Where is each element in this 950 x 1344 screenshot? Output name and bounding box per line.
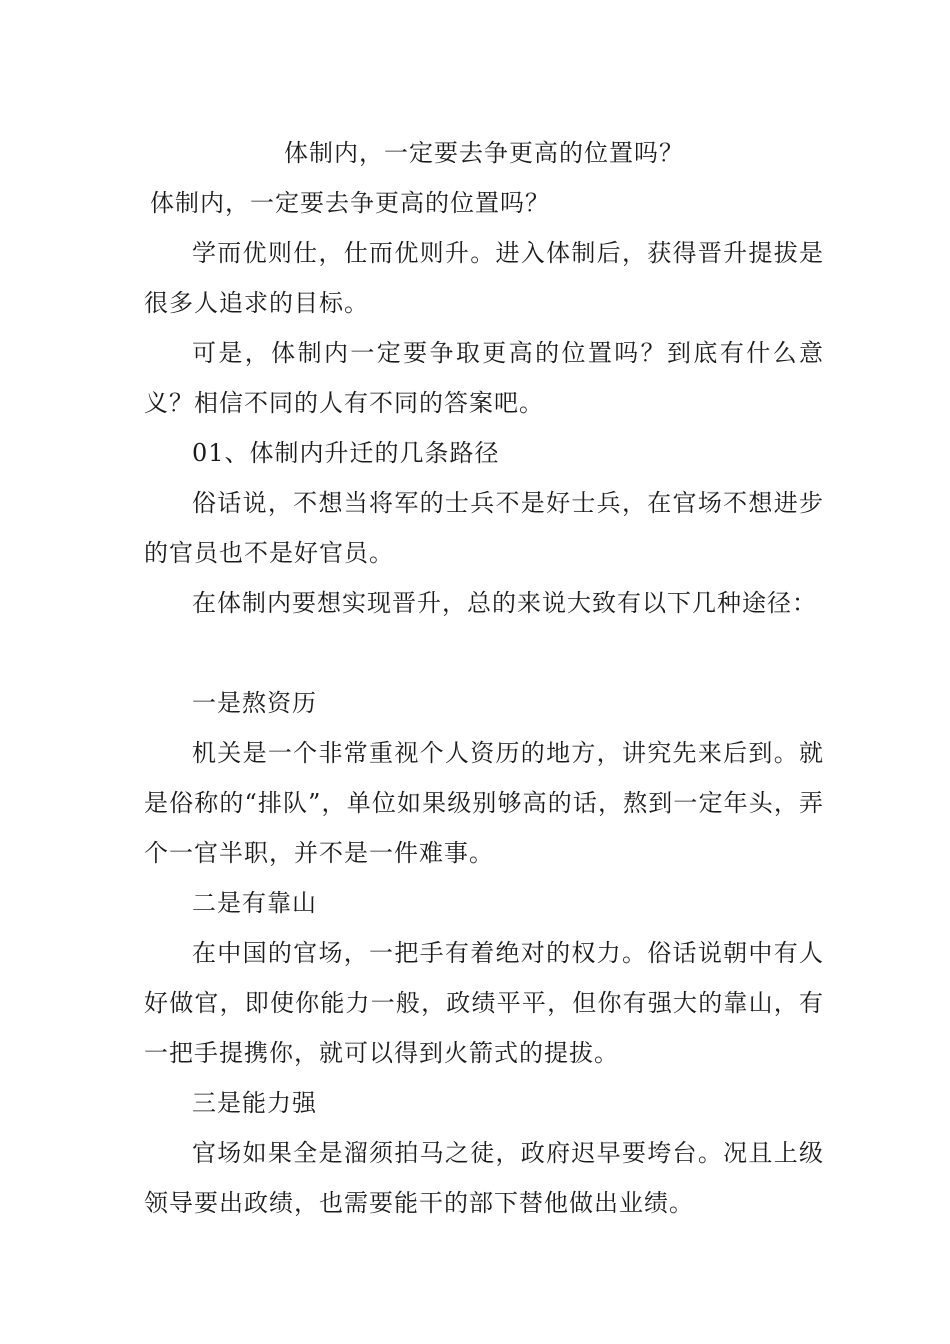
list-heading: 三是能力强: [192, 1089, 317, 1117]
paragraph: 俗话说，不想当将军的士兵不是好士兵，在官场不想进步的官员也不是好官员。: [144, 489, 824, 567]
paragraph: 学而优则仕，仕而优则升。进入体制后，获得晋升提拔是很多人追求的目标。: [144, 239, 824, 317]
list-heading: 一是熬资历: [192, 689, 317, 717]
paragraph: 在中国的官场，一把手有着绝对的权力。俗话说朝中有人好做官，即使你能力一般，政绩平平，但你有强大的靠山，有一把手提携你，就可以得到火箭式的提拔。: [144, 939, 824, 1067]
document-body: [144, 128, 824, 1228]
paragraph: 可是，体制内一定要争取更高的位置吗？到底有什么意义？相信不同的人有不同的答案吧。: [144, 339, 824, 417]
paragraph: 官场如果全是溜须拍马之徒，政府迟早要垮台。况且上级领导要出政绩，也需要能干的部下替他做出业绩。: [144, 1139, 824, 1217]
blank-line: [144, 628, 824, 678]
paragraph: 机关是一个非常重视个人资历的地方，讲究先来后到。就是俗称的“排队”，单位如果级别够高的话，熬到一定年头，弄个一官半职，并不是一件难事。: [144, 739, 824, 867]
list-heading: 二是有靠山: [192, 889, 317, 917]
document-subtitle: 体制内，一定要去争更高的位置吗？: [150, 189, 550, 217]
section-heading: 01、体制内升迁的几条路径: [192, 439, 500, 467]
paragraph: 在体制内要想实现晋升，总的来说大致有以下几种途径：: [192, 589, 817, 617]
document-title: 体制内，一定要去争更高的位置吗？: [284, 139, 684, 167]
